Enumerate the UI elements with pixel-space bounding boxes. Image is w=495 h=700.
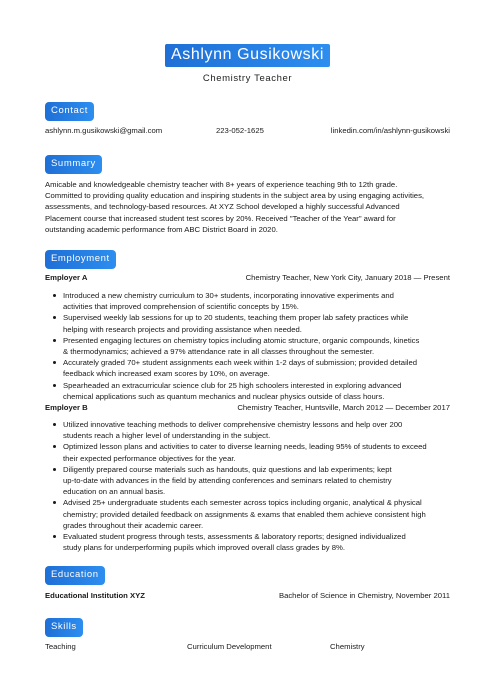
section-title-skills: Skills (45, 618, 83, 637)
job-bullets (63, 419, 451, 553)
job-bullets (63, 290, 451, 402)
summary-text (45, 179, 450, 235)
candidate-role: Chemistry Teacher (202, 73, 293, 84)
summary-line: outstanding academic performance from ABC District Board in 2020. (45, 224, 278, 234)
list-item: Introduced a new chemistry curriculum to 30+ students, incorporating innovative experiments and activities that improved comprehension of scientific concepts by 15%. (63, 290, 451, 312)
section-title-summary: Summary (45, 155, 102, 174)
job-employer: Employer B (45, 403, 88, 412)
section-title-contact: Contact (45, 102, 94, 121)
contact-phone[interactable]: 223-052-1625 (216, 126, 264, 135)
list-item: Optimized lesson plans and activities to cater to diverse learning needs, leading 95% of students to exceed their expected performance objectives for the year. (63, 441, 451, 463)
skill-item: Chemistry (330, 642, 365, 651)
section-title-education: Education (45, 566, 105, 585)
list-item: Presented engaging lectures on chemistry topics including atomic structure, organic compounds, kinetics & thermodynamics; achieved a 97% attendance rate in all classes throughout the semester. (63, 335, 451, 357)
skill-item: Curriculum Development (187, 642, 272, 651)
list-item: Accurately graded 70+ student assignments each week within 1-2 days of submission; provided detailed feedback which increased exam scores by 10%, on average. (63, 357, 451, 379)
contact-email[interactable]: ashlynn.m.gusikowski@gmail.com (45, 126, 163, 135)
summary-line: Committed to providing quality education and inspiring students in the subject area by using engaging activities, (45, 191, 425, 201)
summary-line: Placement course that increased student test scores by 20%. Received "Teacher of the Year" award for (45, 213, 396, 223)
list-item: Advised 25+ undergraduate students each semester across topics including organic, analytical & physical chemistry; provided detailed feedback on assignments & exams that enabled them achieve consistent high grades throughout their academic career. (63, 497, 451, 531)
list-item: Evaluated student progress through tests, assessments & laboratory reports; designed individualized study plans for underperforming pupils which improved overall class grades by 8%. (63, 531, 451, 553)
list-item: Spearheaded an extracurricular science club for 25 high schoolers interested in exploring advanced chemical applications such as quantum mechanics and nuclear physics outside of class hours. (63, 380, 451, 402)
list-item: Supervised weekly lab sessions for up to 20 students, teaching them proper lab safety practices while helping with research projects and providing assistance when needed. (63, 312, 451, 334)
job-details: Chemistry Teacher, Huntsville, March 2012 — December 2017 (237, 403, 450, 412)
resume-header (0, 44, 495, 84)
job-details: Chemistry Teacher, New York City, January 2018 — Present (245, 273, 450, 282)
section-title-employment: Employment (45, 250, 116, 269)
summary-line: assessments, and technology-based resources. At XYZ School developed a highly successful Advanced (45, 202, 400, 212)
list-item: Utilized innovative teaching methods to deliver comprehensive chemistry lessons and help over 200 students reach a higher level of understanding in the subject. (63, 419, 451, 441)
summary-line: Amicable and knowledgeable chemistry teacher with 8+ years of experience teaching 9th to 12th grade. (45, 180, 398, 189)
contact-linkedin[interactable]: linkedin.com/in/ashlynn-gusikowski (330, 126, 450, 135)
skill-item: Teaching (45, 642, 76, 651)
candidate-name: Ashlynn Gusikowski (165, 44, 330, 67)
education-details: Bachelor of Science in Chemistry, November 2011 (278, 591, 450, 600)
education-institution: Educational Institution XYZ (45, 591, 145, 600)
list-item: Diligently prepared course materials such as handouts, quiz questions and lab experiments; kept up-to-date with advances in the field by attending conferences and seminars related to chemistry education on an annual basis. (63, 464, 451, 498)
job-employer: Employer A (45, 273, 88, 282)
